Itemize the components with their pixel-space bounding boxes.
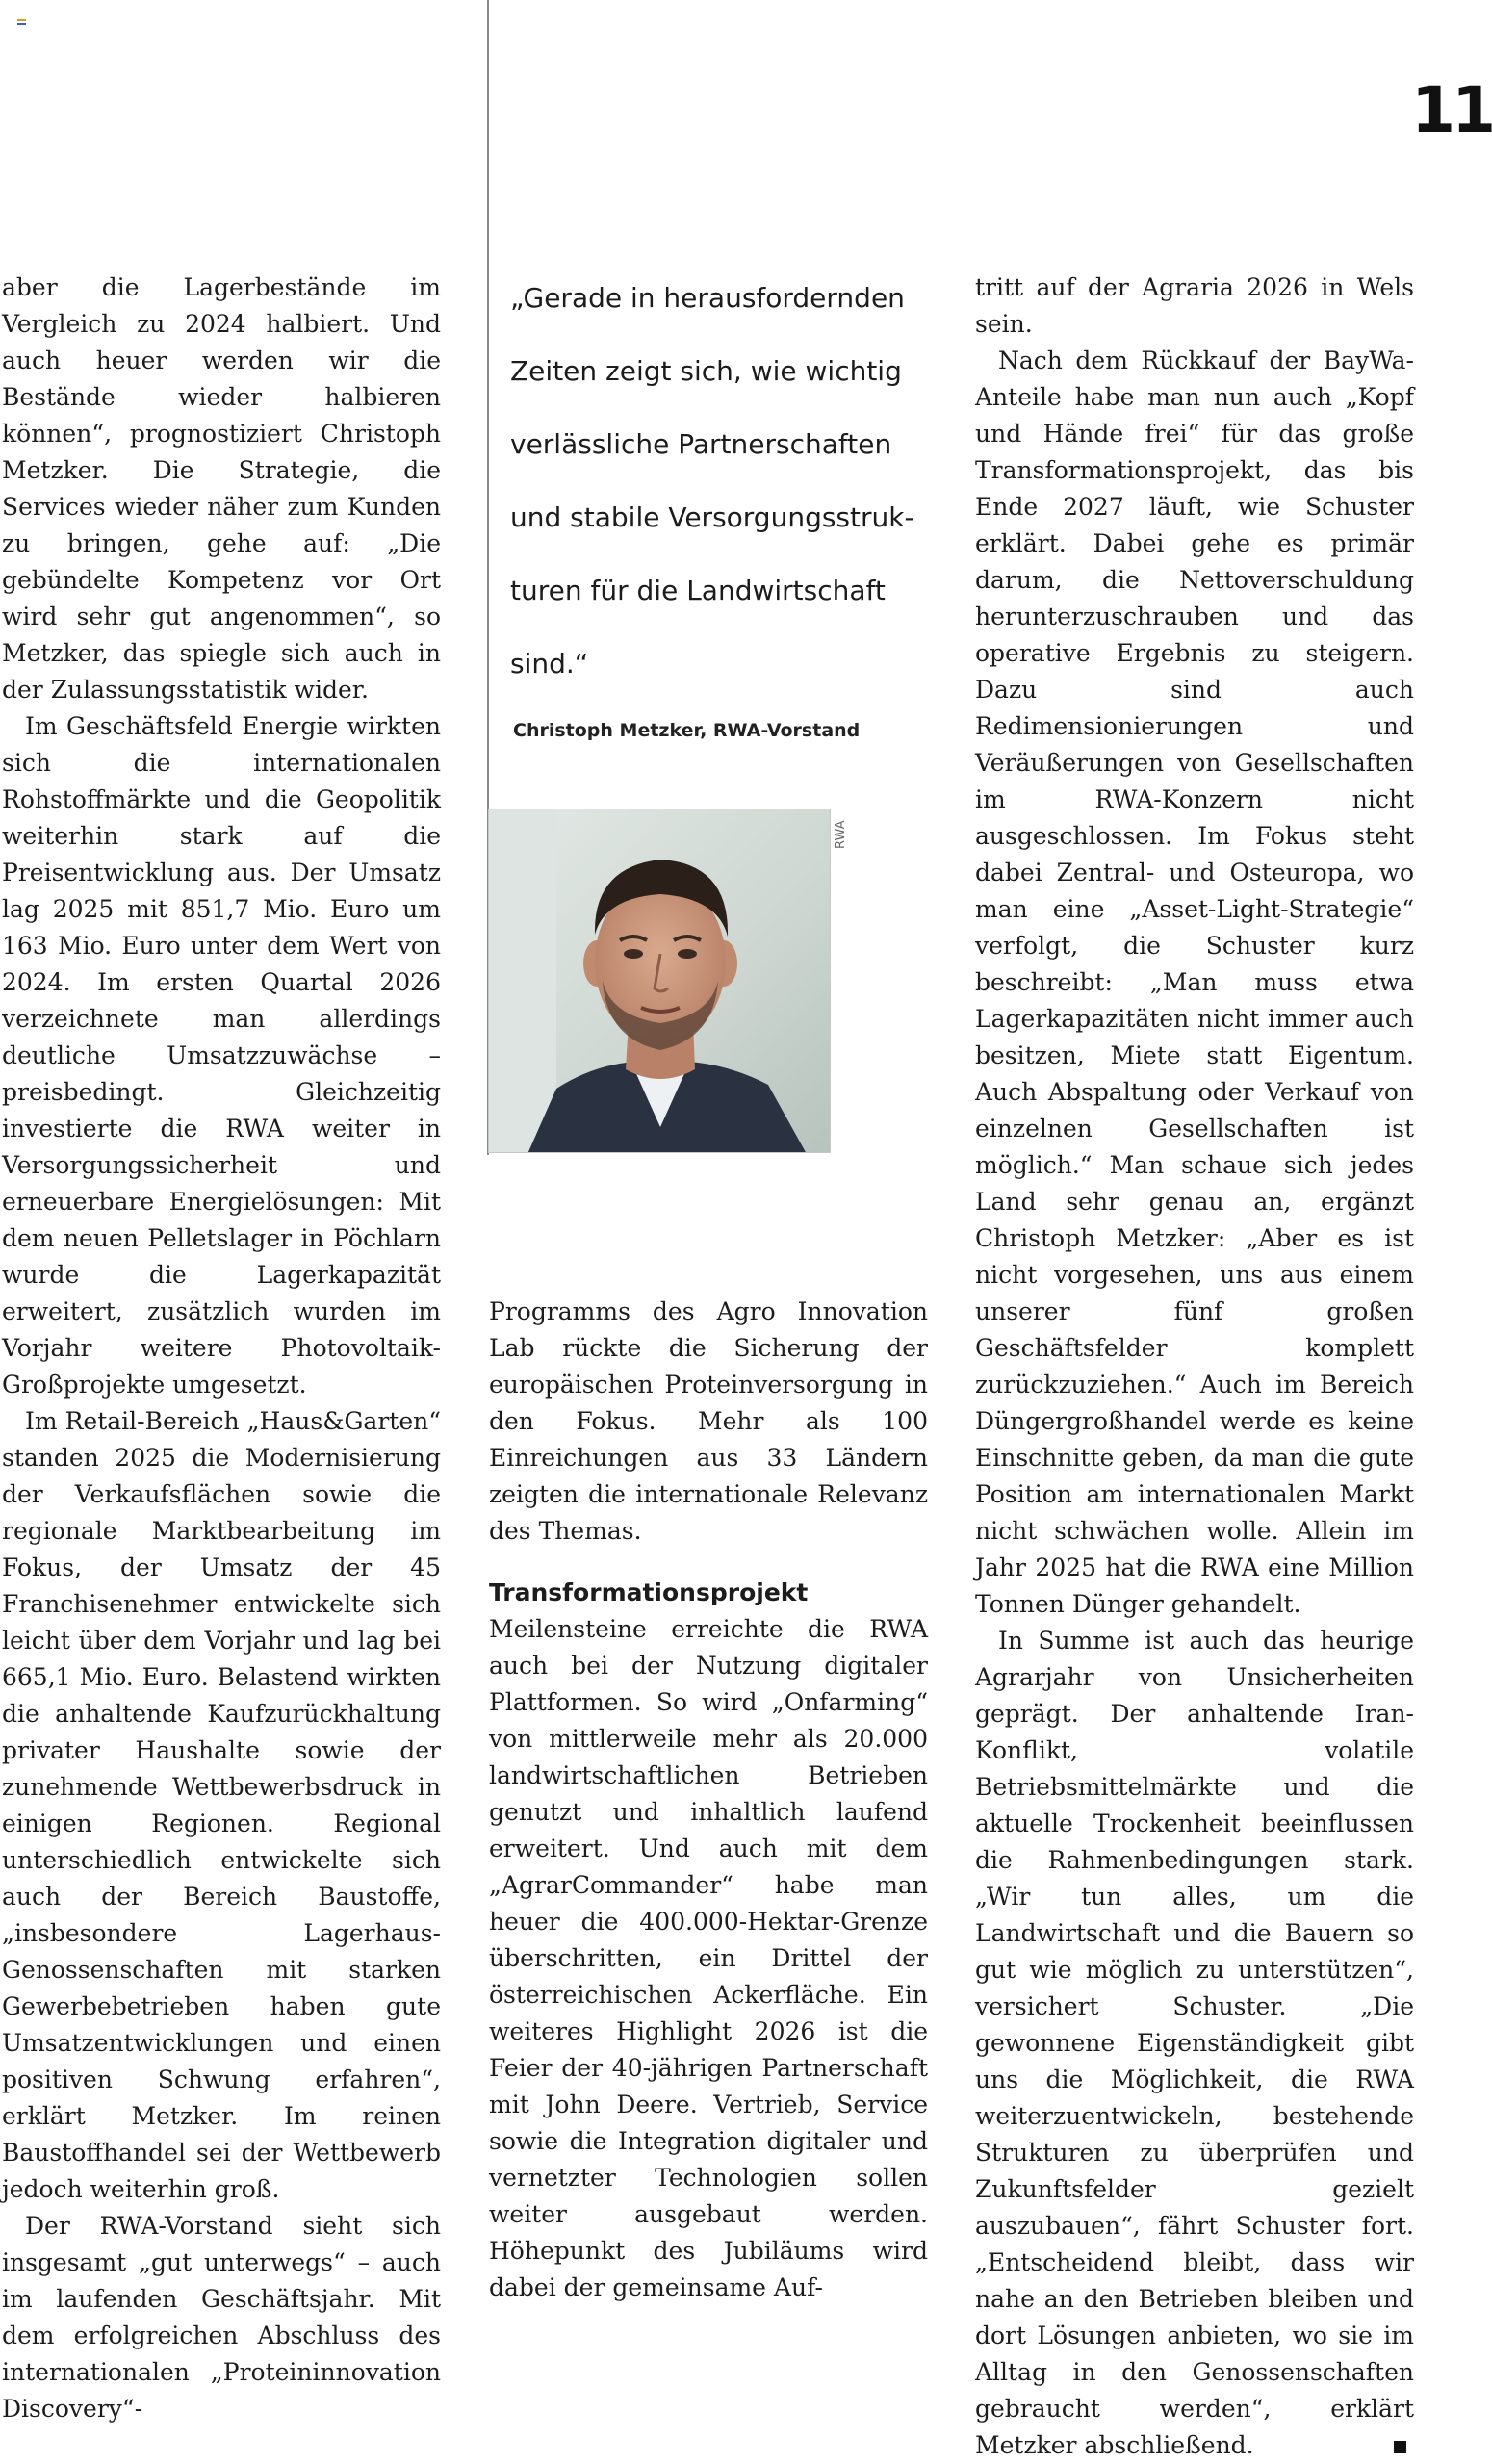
paragraph: Im Retail-Bereich „Haus&Garten“ standen 2025 die Modernisierung der Verkaufsflächen sowie die regionale Marktbearbeitung im Fokus, der Umsatz der 45 Franchisenehmer entwickelte sich leicht über dem Vorjahr und lag bei 665,1 Mio. Euro. Belastend wirkten die anhaltende Kaufzurückhaltung privater Haushalte sowie der zunehmende Wettbewerbsdruck in einigen Regionen. Regional unterschiedlich entwickelte sich auch der Bereich Baustoffe, „insbesondere Lagerhaus-Genossenschaften mit starken Gewerbebetrieben haben gute Umsatzentwicklungen und einen positiven Schwung erfahren“, erklärt Metzker. Im reinen Baustoffhandel sei der Wettbewerb jedoch weiterhin groß.	[2, 1407, 441, 2203]
middle-column	[489, 1294, 928, 2306]
quote-line: „Gerade in herausfordernden	[510, 282, 905, 314]
quote-line: turen für die Landwirtschaft	[510, 575, 886, 606]
paragraph-text: In Summe ist auch das heurige Agrarjahr von Unsicherheiten geprägt. Der anhaltende Iran-Konflikt, volatile Betriebsmittelmärkte und die aktuelle Trockenheit beeinflussen die Rahmenbedingungen stark. „Wir tun alles, um die Landwirtschaft und die Bauern so gut wie möglich zu unterstützen“, versichert Schuster. „Die gewonnene Eigenständigkeit gibt uns die Möglichkeit, die RWA weiterzuentwickeln, bestehende Strukturen zu überprüfen und Zukunftsfelder gezielt auszubauen“, fährt Schuster fort. „Entscheidend bleibt, dass wir nahe an den Betrieben bleiben und dort Lösungen anbieten, wo sie im Alltag in den Genossenschaften gebraucht werden“, erklärt Metzker abschließend.	[975, 1627, 1414, 2459]
right-column	[975, 270, 1414, 2464]
left-column	[2, 270, 441, 2427]
quote-line: Zeiten zeigt sich, wie wichtig	[510, 355, 902, 387]
pull-quote	[510, 262, 934, 701]
portrait-photo-icon	[488, 808, 831, 1153]
quote-author: Christoph Metzker, RWA-Vorstand	[513, 720, 861, 741]
section-heading: Transformationsprojekt	[489, 1578, 809, 1606]
paragraph: Meilensteine erreichte die RWA auch bei der Nutzung digitaler Plattformen. So wird „Onfarming“ von mittlerweile mehr als 20.000 landwirtschaftlichen Betrieben genutzt und inhaltlich laufend erweitert. Und auch mit dem „AgrarCommander“ habe man heuer die 400.000-Hektar-Grenze überschritten, ein Drittel der österreichischen Ackerfläche. Ein weiteres Highlight 2026 ist die Feier der 40-jährigen Partnerschaft mit John Deere. Vertrieb, Service sowie die Integration digitaler und vernetzter Technologien sollen weiter ausgebaut werden. Höhepunkt des Jubiläums wird dabei der gemeinsame Auf-	[489, 1615, 928, 2301]
corner-mark-icon	[17, 19, 26, 25]
paragraph: aber die Lagerbestände im Vergleich zu 2024 halbiert. Und auch heuer werden wir die Bestände wieder halbieren können“, prognostiziert Christoph Metzker. Die Strategie, die Services wieder näher zum Kunden zu bringen, gehe auf: „Die gebündelte Kompetenz vor Ort wird sehr gut angenommen“, so Metzker, das spiegle sich auch in der Zulassungsstatistik wider.	[2, 273, 441, 704]
photo-credit: RWA	[834, 820, 848, 849]
quote-line: verlässliche Partnerschaften	[510, 428, 892, 460]
paragraph: Im Geschäftsfeld Energie wirkten sich die internationalen Rohstoffmärkte und die Geopolitik weiterhin stark auf die Preisentwicklung aus. Der Umsatz lag 2025 mit 851,7 Mio. Euro um 163 Mio. Euro unter dem Wert von 2024. Im ersten Quartal 2026 verzeichnete man allerdings deutliche Umsatzzuwächse – preisbedingt. Gleichzeitig investierte die RWA weiter in Versorgungssicherheit und erneuerbare Energielösungen: Mit dem neuen Pelletslager in Pöchlarn wurde die Lagerkapazität erweitert, zusätzlich wurden im Vorjahr weitere Photovoltaik-Großprojekte umgesetzt.	[2, 712, 441, 1399]
paragraph: Programms des Agro Innovation Lab rückte die Sicherung der europäischen Proteinversorgung in den Fokus. Mehr als 100 Einreichungen aus 33 Ländern zeigten die internationale Relevanz des Themas.	[489, 1297, 928, 1545]
paragraph: Nach dem Rückkauf der BayWa-Anteile habe man nun auch „Kopf und Hände frei“ für das große Transformationsprojekt, das bis Ende 2027 läuft, wie Schuster erklärt. Dabei gehe es primär darum, die Nettoverschuldung herunterzuschrauben und das operative Ergebnis zu steigern. Dazu sind auch Redimensionierungen und Veräußerungen von Gesellschaften im RWA-Konzern nicht ausgeschlossen. Im Fokus steht dabei Zentral- und Osteuropa, wo man eine „Asset-Light-Strategie“ verfolgt, die Schuster kurz beschreibt: „Man muss etwa Lagerkapazitäten nicht immer auch besitzen, Miete statt Eigentum. Auch Abspaltung oder Verkauf von einzelnen Gesellschaften ist möglich.“ Man schaue sich jedes Land sehr genau an, ergänzt Christoph Metzker: „Aber es ist nicht vorgesehen, uns aus einem unserer fünf großen Geschäftsfelder komplett zurückzuziehen.“ Auch im Bereich Düngergroßhandel werde es keine Einschnitte geben, da man die gute Position am internationalen Markt nicht schwächen wolle. Allein im Jahr 2025 hat die RWA eine Million Tonnen Dünger gehandelt.	[975, 346, 1414, 1618]
end-square-icon	[1394, 2441, 1406, 2453]
paragraph: tritt auf der Agraria 2026 in Wels sein.	[975, 273, 1414, 338]
paragraph: Der RWA-Vorstand sieht sich insgesamt „gut unterwegs“ – auch im laufenden Geschäftsjahr. Mit dem erfolgreichen Abschluss des internationalen „Proteininnovation Discovery“-	[2, 2212, 441, 2423]
quote-line: sind.“	[510, 648, 589, 680]
quote-line: und stabile Versorgungsstruk-	[510, 501, 914, 533]
paragraph-last	[975, 1623, 1414, 2464]
page-number: 11	[1411, 73, 1492, 147]
